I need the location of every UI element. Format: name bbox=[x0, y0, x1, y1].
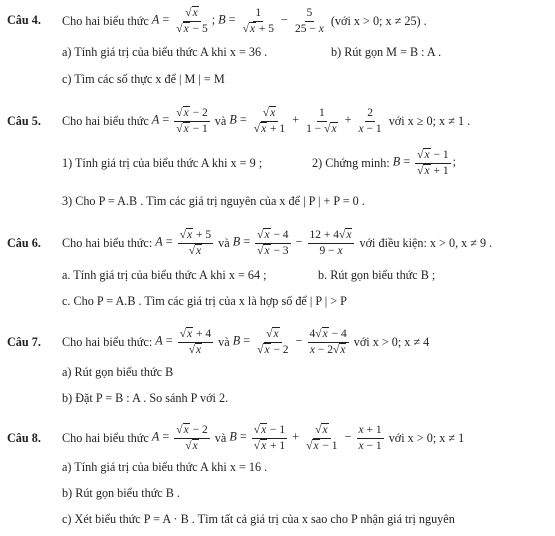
formula-b: B = $\frac{√x}{√x + 1}$ + $\frac{1}{1 - √x}$ + $\frac{2}{x - 1}$ bbox=[229, 107, 382, 135]
problem-number: Câu 8. bbox=[7, 431, 41, 445]
problem-statement bbox=[62, 325, 429, 359]
part-a-text: a) Tính giá trị của biểu thức A khi x = 16 . bbox=[62, 459, 268, 474]
part-1-text: 1) Tính giá trị của biểu thức A khi x = 9 ; bbox=[62, 155, 263, 170]
problem-number: Câu 4. bbox=[7, 13, 41, 27]
sqrt-symbol: √ bbox=[257, 244, 264, 257]
part-c bbox=[62, 293, 347, 309]
formula-a: A = $\frac{√x}{√x - 5}$ ; B = $\frac{1}{√x + 5}$ − $\frac{5}{25 - x}$ bbox=[151, 7, 324, 35]
and-text: và bbox=[218, 334, 230, 349]
problem-number: Câu 6. bbox=[7, 236, 41, 250]
and-text: và bbox=[214, 430, 227, 445]
part-a bbox=[62, 44, 267, 60]
formula-b: B = $\frac{√x - 1}{√x + 1}$ + $\frac{√x}{√x - 1}$ − $\frac{x + 1}{x - 1}$ bbox=[229, 424, 382, 452]
sqrt-symbol: √ bbox=[253, 439, 261, 452]
condition-text: với x > 0; x ≠ 1 bbox=[388, 430, 465, 445]
sqrt-symbol: √ bbox=[176, 122, 183, 135]
part-a-text: a. Tính giá trị của biểu thức A khi x = 64 ; bbox=[62, 267, 267, 282]
sqrt-symbol: √ bbox=[188, 244, 195, 257]
sqrt-symbol: √ bbox=[257, 229, 264, 242]
intro-text: Cho hai biểu thức: bbox=[62, 334, 153, 349]
condition-text: (với x > 0; x ≠ 25) . bbox=[330, 13, 427, 28]
formula-b: B = $\frac{√x}{√x - 2}$ − $\frac{4√x - 4}{x - 2√x}$ bbox=[232, 328, 347, 356]
problem-statement bbox=[62, 104, 470, 138]
intro-text: Cho hai biểu thức bbox=[62, 13, 149, 28]
sqrt-symbol: √ bbox=[176, 22, 183, 35]
problem-statement bbox=[62, 226, 492, 260]
part-b-text: b) Rút gọn biểu thức B . bbox=[62, 485, 180, 500]
formula-a: A = $\frac{√x + 5}{√x}$ bbox=[155, 229, 212, 257]
sqrt-symbol: √ bbox=[253, 424, 261, 437]
problem-statement bbox=[62, 4, 427, 38]
and-text: và bbox=[218, 235, 230, 250]
problem-number: Câu 7. bbox=[7, 335, 41, 349]
formula-a: A = $\frac{√x + 4}{√x}$ bbox=[155, 328, 212, 356]
sqrt-symbol: √ bbox=[262, 107, 270, 120]
sqrt-symbol: √ bbox=[417, 164, 424, 177]
sqrt-symbol: √ bbox=[324, 122, 331, 135]
condition-text: với x > 0; x ≠ 4 bbox=[353, 334, 430, 349]
part-a-text: a) Rút gọn biểu thức B bbox=[62, 364, 174, 379]
sqrt-symbol: √ bbox=[332, 343, 340, 356]
sqrt-symbol: √ bbox=[339, 229, 346, 242]
part-a bbox=[62, 364, 173, 380]
sqrt-symbol: √ bbox=[417, 149, 424, 162]
sqrt-symbol: √ bbox=[179, 328, 186, 341]
part-b bbox=[62, 485, 180, 501]
formula-a: A = $\frac{√x - 2}{√x - 1}$ bbox=[151, 107, 208, 135]
condition-text: với x ≥ 0; x ≠ 1 . bbox=[388, 113, 471, 128]
sqrt-symbol: √ bbox=[315, 328, 322, 341]
sqrt-symbol: √ bbox=[176, 107, 183, 120]
part-c-text: c) Xét biểu thức P = A · B . Tìm tất cả giá trị của x sao cho P nhận giá trị nguyên bbox=[62, 511, 455, 526]
formula-b: B = $\frac{√x - 4}{√x - 3}$ − $\frac{12 + 4√x}{9 - x}$ bbox=[233, 229, 357, 256]
part-b bbox=[331, 44, 441, 60]
part-a bbox=[62, 267, 267, 283]
part-c-text: c. Cho P = A.B . Tìm các giá trị của x là hợp số để | P | > P bbox=[62, 293, 347, 308]
condition-text: với điều kiện: x > 0, x ≠ 9 . bbox=[359, 235, 493, 250]
part-b bbox=[62, 390, 228, 406]
part-c bbox=[62, 71, 225, 87]
formula-a: A = $\frac{√x - 2}{√x}$ bbox=[151, 424, 208, 452]
sqrt-symbol: √ bbox=[242, 22, 249, 35]
sqrt-symbol: √ bbox=[185, 439, 192, 452]
problem-number: Câu 5. bbox=[7, 114, 41, 128]
part-1 bbox=[62, 146, 262, 180]
part-2-text: 2) Chứng minh: bbox=[312, 155, 390, 170]
sqrt-symbol: √ bbox=[266, 328, 273, 341]
sqrt-symbol: √ bbox=[179, 229, 186, 242]
part-3 bbox=[62, 193, 365, 209]
intro-text: Cho hai biểu thức: bbox=[62, 235, 153, 250]
problem-statement bbox=[62, 421, 464, 455]
formula-b-result: B = $\frac{√x - 1}{√x + 1}$ ; bbox=[392, 149, 456, 177]
intro-text: Cho hai biểu thức bbox=[62, 430, 149, 445]
sqrt-symbol: √ bbox=[315, 424, 322, 437]
intro-text: Cho hai biểu thức bbox=[62, 113, 149, 128]
part-2 bbox=[312, 146, 456, 180]
part-c-text: c) Tìm các số thực x để | M | = M bbox=[62, 71, 225, 86]
part-b-text: b) Rút gọn M = B : A . bbox=[331, 44, 442, 59]
sqrt-symbol: √ bbox=[188, 343, 195, 356]
part-b-text: b) Đặt P = B : A . So sánh P với 2. bbox=[62, 390, 229, 405]
sqrt-symbol: √ bbox=[253, 122, 261, 135]
sqrt-symbol: √ bbox=[185, 7, 192, 20]
part-c bbox=[62, 511, 455, 527]
part-b-text: b. Rút gọn biểu thức B ; bbox=[318, 267, 436, 282]
sqrt-symbol: √ bbox=[306, 439, 313, 452]
sqrt-symbol: √ bbox=[176, 424, 183, 437]
part-a-text: a) Tính giá trị của biểu thức A khi x = 36 . bbox=[62, 44, 268, 59]
and-text: và bbox=[214, 113, 227, 128]
part-3-text: 3) Cho P = A.B . Tìm các giá trị nguyên của x để | P | + P = 0 . bbox=[62, 193, 365, 208]
part-b bbox=[318, 267, 435, 283]
sqrt-symbol: √ bbox=[257, 343, 264, 356]
part-a bbox=[62, 459, 267, 475]
